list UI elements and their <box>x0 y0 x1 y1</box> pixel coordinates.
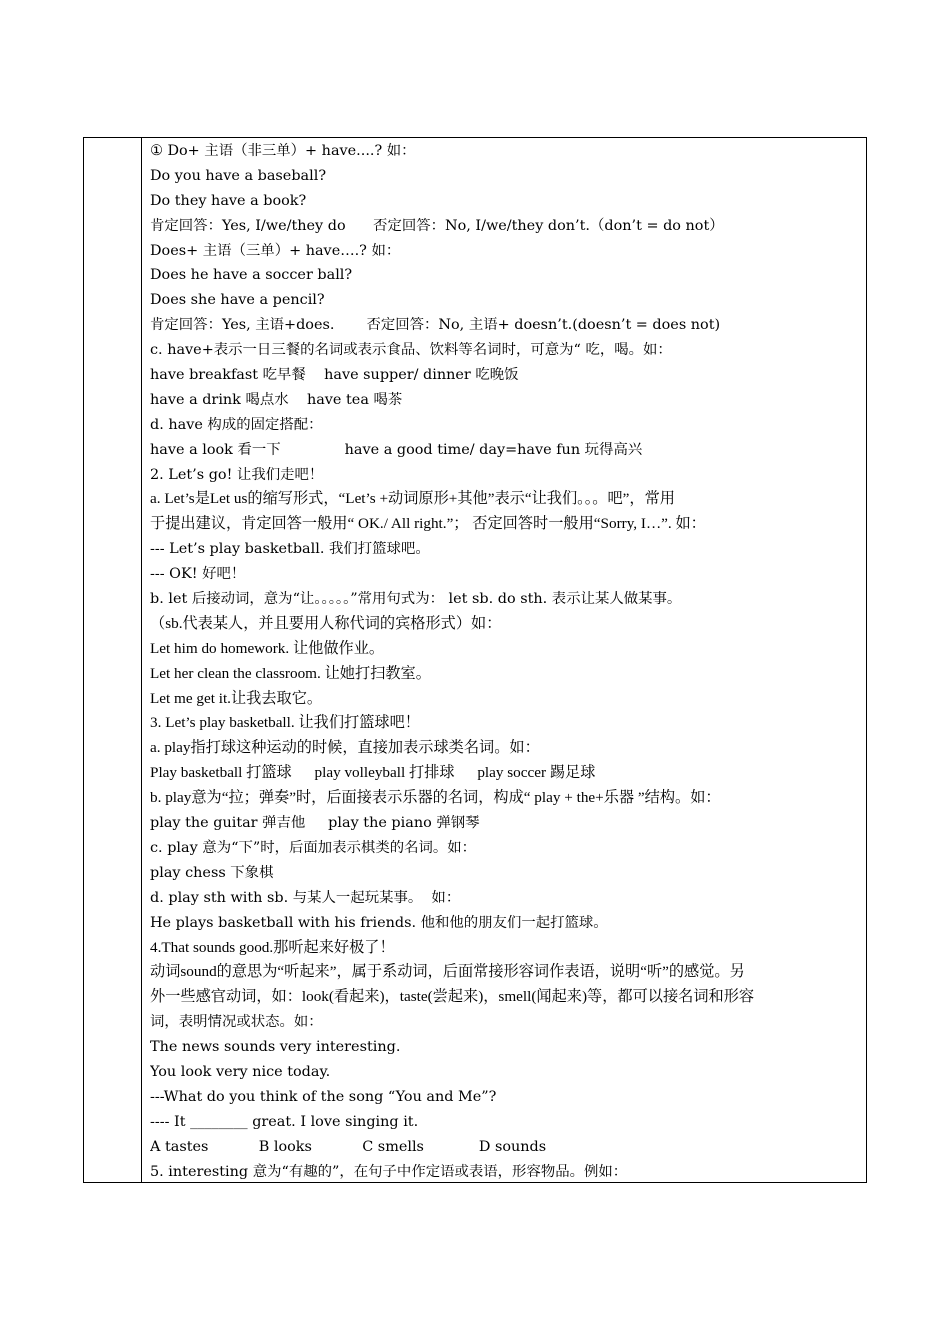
text-line: Play basketball 打篮球 play volleyball 打排球 play soccer 踢足球 <box>150 764 596 782</box>
text-line: have a look 看一下 have a good time/ day=have fun 玩得高兴 <box>150 441 643 458</box>
notes-table <box>83 137 867 1183</box>
text-line: d. play sth with sb. 与某人一起玩某事。 如： <box>150 889 461 906</box>
text-line: Do they have a book? <box>150 192 307 209</box>
text-line: c. have+表示一日三餐的名词或表示食品、饮料等名词时，可意为“ 吃，喝。如： <box>150 342 672 359</box>
text-line: ---- It ________ great. I love singing it. <box>150 1113 419 1130</box>
text-line: 于提出建议，肯定回答一般用“ OK./ All right.”； 否定回答时一般用“Sorry, I…”. 如： <box>150 515 706 533</box>
text-line: c. play 意为“下”时，后面加表示棋类的名词。如： <box>150 839 477 856</box>
text-line: 外一些感官动词，如：look(看起来)，taste(尝起来)，smell(闻起来)等，都可以接名词和形容 <box>150 988 755 1006</box>
text-line: A tastes B looks C smells D sounds <box>150 1138 547 1155</box>
text-line: Does+ 主语（三单）+ have….? 如： <box>150 242 401 259</box>
text-line: The news sounds very interesting. <box>150 1039 401 1056</box>
text-line: He plays basketball with his friends. 他和他的朋友们一起打篮球。 <box>150 914 608 931</box>
text-line: have breakfast 吃早餐 have supper/ dinner 吃晚饭 <box>150 367 519 384</box>
text-line: ① Do+ 主语（非三单）+ have....? 如： <box>150 143 416 159</box>
text-line: play the guitar 弹吉他 play the piano 弹钢琴 <box>150 815 480 832</box>
text-line: Does he have a soccer ball? <box>150 267 353 284</box>
text-line: 动词sound的意思为“听起来”，属于系动词，后面常接形容词作表语，说明“听”的感觉。另 <box>150 963 745 981</box>
text-line: 肯定回答：Yes, I/we/they do 否定回答：No, I/we/they don’t.（don’t = do not） <box>150 217 724 234</box>
text-line: Does she have a pencil? <box>150 292 325 309</box>
text-line: You look very nice today. <box>150 1063 331 1080</box>
text-line: b. let 后接动词，意为“让。。。。。”常用句式为： let sb. do sth. 表示让某人做某事。 <box>150 591 682 608</box>
text-line: a. play指打球这种运动的时候，直接加表示球类名词。如： <box>150 739 540 757</box>
text-line: ---What do you think of the song “You and Me”? <box>150 1088 497 1105</box>
text-line: d. have 构成的固定搭配： <box>150 416 323 433</box>
text-line: 词，表明情况或状态。如： <box>150 1014 323 1031</box>
text-line: 3. Let’s play basketball. 让我们打篮球吧！ <box>150 714 420 732</box>
text-line: （sb.代表某人，并且要用人称代词的宾格形式）如： <box>150 614 502 632</box>
text-line: Let me get it.让我去取它。 <box>150 689 323 707</box>
text-line: 肯定回答：Yes, 主语+does. 否定回答：No, 主语+ doesn’t.(doesn’t = does not) <box>150 317 721 334</box>
text-line: Let him do homework. 让他做作业。 <box>150 639 385 657</box>
text-line: Let her clean the classroom. 让她打扫教室。 <box>150 664 431 682</box>
text-line: --- Let’s play basketball. 我们打篮球吧。 <box>150 541 430 558</box>
text-line: --- OK! 好吧！ <box>150 566 246 583</box>
text-line: b. play意为“拉；弹奏”时，后面接表示乐器的名词，构成“ play + the+乐器 ”结构。如： <box>150 789 721 807</box>
text-line: a. Let’s是Let us的缩写形式，“Let’s +动词原形+其他”表示“让我们。。。吧”，常用 <box>150 490 675 508</box>
text-line: 2. Let’s go! 让我们走吧！ <box>150 466 324 483</box>
text-line: play chess 下象棋 <box>150 864 274 881</box>
column-divider <box>141 138 142 1182</box>
text-line: 4.That sounds good.那听起来好极了！ <box>150 938 395 956</box>
notes-content <box>150 138 860 1184</box>
text-line: have a drink 喝点水 have tea 喝茶 <box>150 391 403 408</box>
text-line: 5. interesting 意为“有趣的”，在句子中作定语或表语，形容物品。例如： <box>150 1163 628 1180</box>
text-line: Do you have a baseball? <box>150 167 327 184</box>
